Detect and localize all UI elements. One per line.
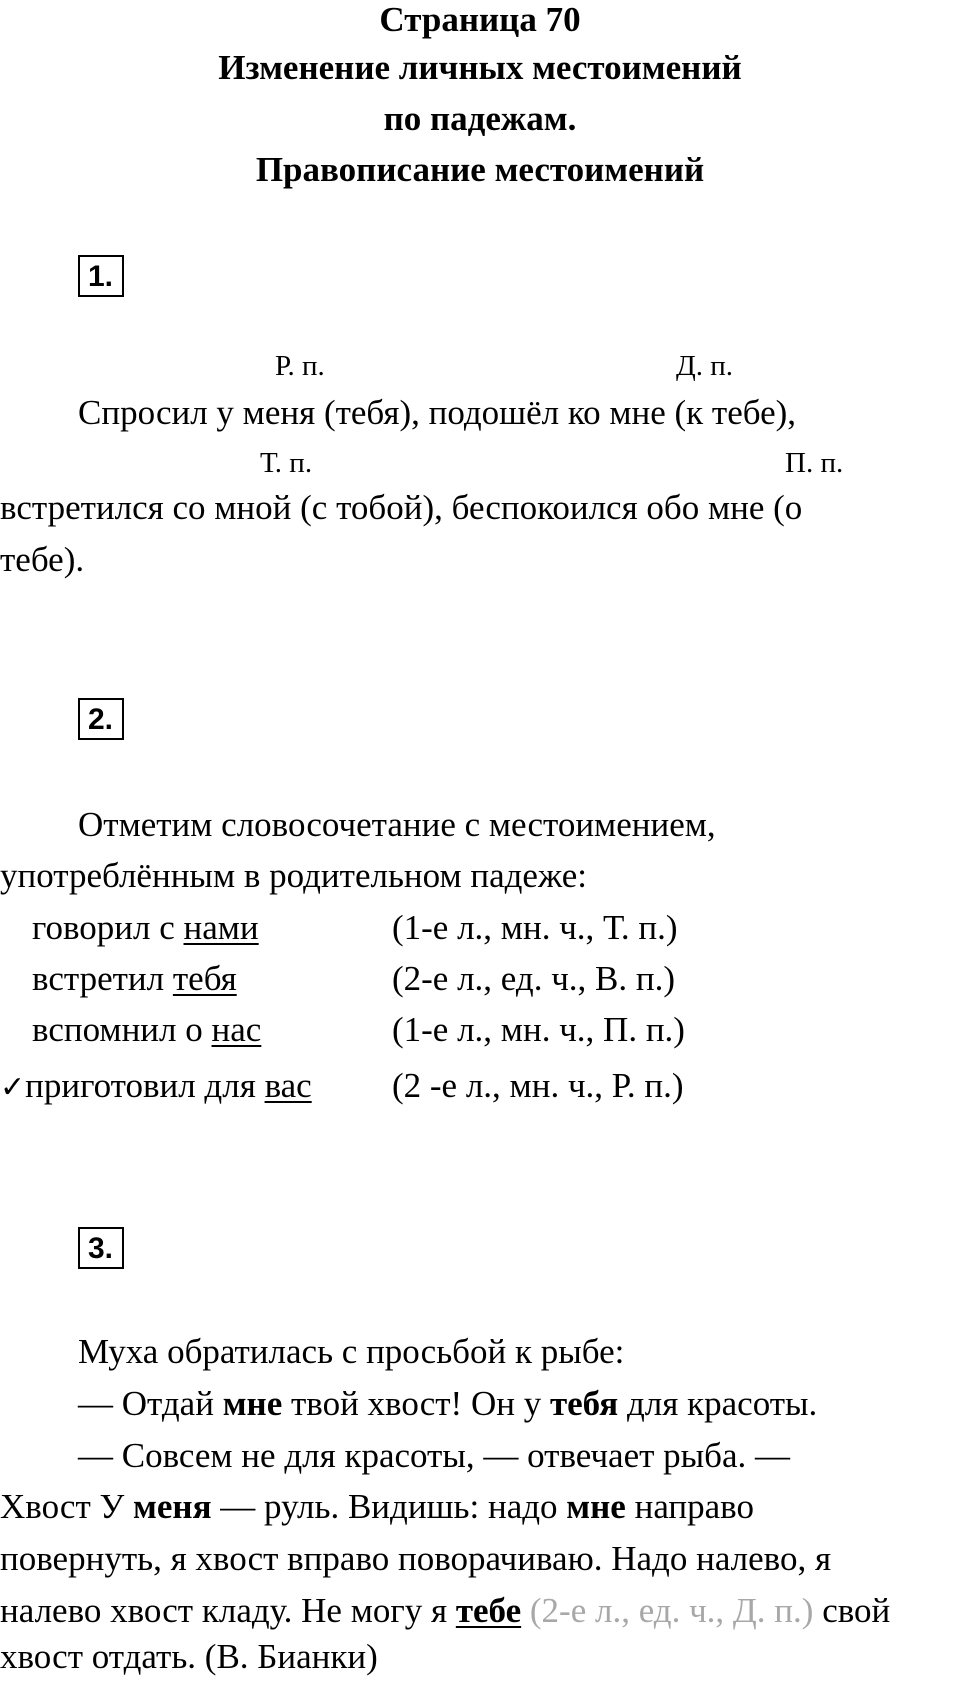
text-run: направо [625, 1487, 754, 1526]
topic-title-line-3: Правописание местоимений [255, 150, 705, 189]
phrase-option-2 [32, 959, 237, 999]
case-label-pp: П. п. [785, 447, 844, 479]
task-3-line-2 [78, 1384, 817, 1424]
pronoun-highlight: мне [222, 1384, 283, 1423]
check-mark-icon: ✓ [0, 1070, 26, 1105]
task-3-number: 3. [78, 1227, 124, 1269]
case-label-tp: Т. п. [260, 447, 313, 479]
task-3-line-6 [0, 1591, 890, 1631]
phrase-pronoun: тебя [172, 959, 237, 998]
text-run: для красоты. [618, 1384, 818, 1423]
case-label-rp: Р. п. [275, 350, 325, 382]
text-run: налево хвост кладу. Не могу я [0, 1591, 456, 1630]
text-run: свой [813, 1591, 891, 1630]
task-1-line-1: Спросил у меня (тебя), подошёл ко мне (к тебе), [78, 393, 797, 432]
phrase-option-1 [32, 908, 259, 948]
pronoun-highlight: тебя [549, 1384, 619, 1423]
phrase-option-1-info: (1-е л., мн. ч., Т. п.) [392, 908, 678, 947]
phrase-option-4-info: (2 -е л., мн. ч., Р. п.) [392, 1066, 684, 1105]
phrase-option-3 [32, 1010, 261, 1050]
task-3-line-1: Муха обратилась с просьбой к рыбе: [78, 1332, 625, 1371]
text-run: — Отдай [78, 1384, 223, 1423]
task-2-number: 2. [78, 698, 124, 740]
task-3-line-4 [0, 1487, 754, 1527]
phrase-verb: говорил с [32, 908, 184, 947]
page-number-title: Страница 70 [379, 0, 581, 39]
text-run: твой хвост! Он у [282, 1384, 550, 1423]
topic-title-line-2: по падежам. [383, 99, 577, 138]
phrase-verb: вспомнил о [32, 1010, 212, 1049]
text-run: Хвост У [0, 1487, 134, 1526]
case-label-dp: Д. п. [676, 350, 734, 382]
task-3-line-7: хвост отдать. (В. Бианки) [0, 1637, 378, 1676]
task-2-intro-line-1: Отметим словосочетание с местоимением, [78, 805, 716, 844]
text-run: — руль. Видишь: надо [211, 1487, 567, 1526]
answer-pronoun: тебе [455, 1591, 522, 1630]
phrase-verb: приготовил для [25, 1066, 265, 1105]
phrase-verb: встретил [32, 959, 173, 998]
pronoun-highlight: меня [133, 1487, 212, 1526]
phrase-pronoun: нами [183, 908, 259, 947]
phrase-pronoun: нас [211, 1010, 262, 1049]
task-1-number: 1. [78, 255, 124, 297]
task-3-line-5: повернуть, я хвост вправо поворачиваю. Надо налево, я [0, 1539, 832, 1578]
task-2-intro-line-2: употреблённым в родительном падеже: [0, 856, 587, 895]
phrase-pronoun: вас [264, 1066, 312, 1105]
task-1-line-3: тебе). [0, 540, 85, 579]
pronoun-highlight: мне [566, 1487, 626, 1526]
topic-title-line-1: Изменение личных местоимений [218, 48, 742, 87]
phrase-option-2-info: (2-е л., ед. ч., В. п.) [392, 959, 676, 998]
task-1-line-2: встретился со мной (с тобой), беспокоился обо мне (о [0, 488, 803, 527]
task-3-line-3: — Совсем не для красоты, — отвечает рыба. — [78, 1436, 791, 1475]
phrase-option-4 [0, 1066, 312, 1108]
grammar-annotation: (2-е л., ед. ч., Д. п.) [521, 1591, 814, 1630]
phrase-option-3-info: (1-е л., мн. ч., П. п.) [392, 1010, 685, 1049]
